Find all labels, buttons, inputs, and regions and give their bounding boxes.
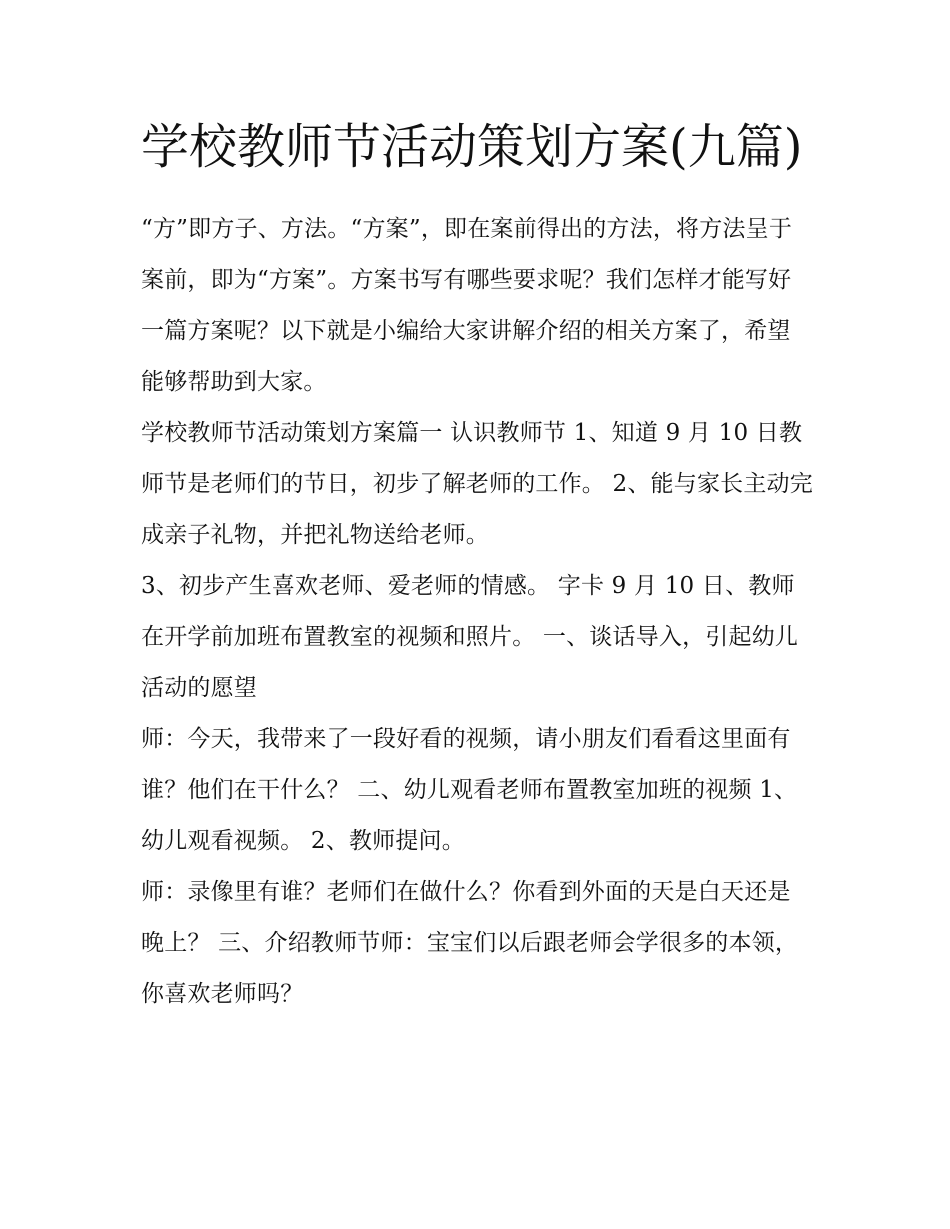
- document-title: 学校教师节活动策划方案(九篇): [141, 119, 803, 175]
- paragraph-goal-three: 3、初步产生喜欢老师、爱老师的情感。 字卡 9 月 10 日、教师在开学前加班布置教室的视频和照片。 一、谈话导入，引起幼儿活动的愿望: [141, 573, 799, 701]
- document-page: [141, 108, 813, 1020]
- paragraph-teacher-video: 师：今天，我带来了一段好看的视频，请小朋友们看看这里面有谁？他们在干什么？ 二、幼儿观看老师布置教室加班的视频 1、幼儿观看视频。 2、教师提问。: [141, 726, 798, 854]
- paragraph-intro: “方”即方子、方法。“方案”，即在案前得出的方法，将方法呈于案前，即为“方案”。方案书写有哪些要求呢？我们怎样才能写好一篇方案呢？以下就是小编给大家讲解介绍的相关方案了，希望能够帮助到大家。: [141, 216, 793, 395]
- paragraph-teacher-question: 师：录像里有谁？老师们在做什么？你看到外面的天是白天还是晚上？ 三、介绍教师节师：宝宝们以后跟老师会学很多的本领，你喜欢老师吗？: [141, 879, 799, 1007]
- paragraph-plan-one: 学校教师节活动策划方案篇一 认识教师节 1、知道 9 月 10 日教师节是老师们的节日，初步了解老师的工作。 2、能与家长主动完成亲子礼物，并把礼物送给老师。: [141, 420, 813, 548]
